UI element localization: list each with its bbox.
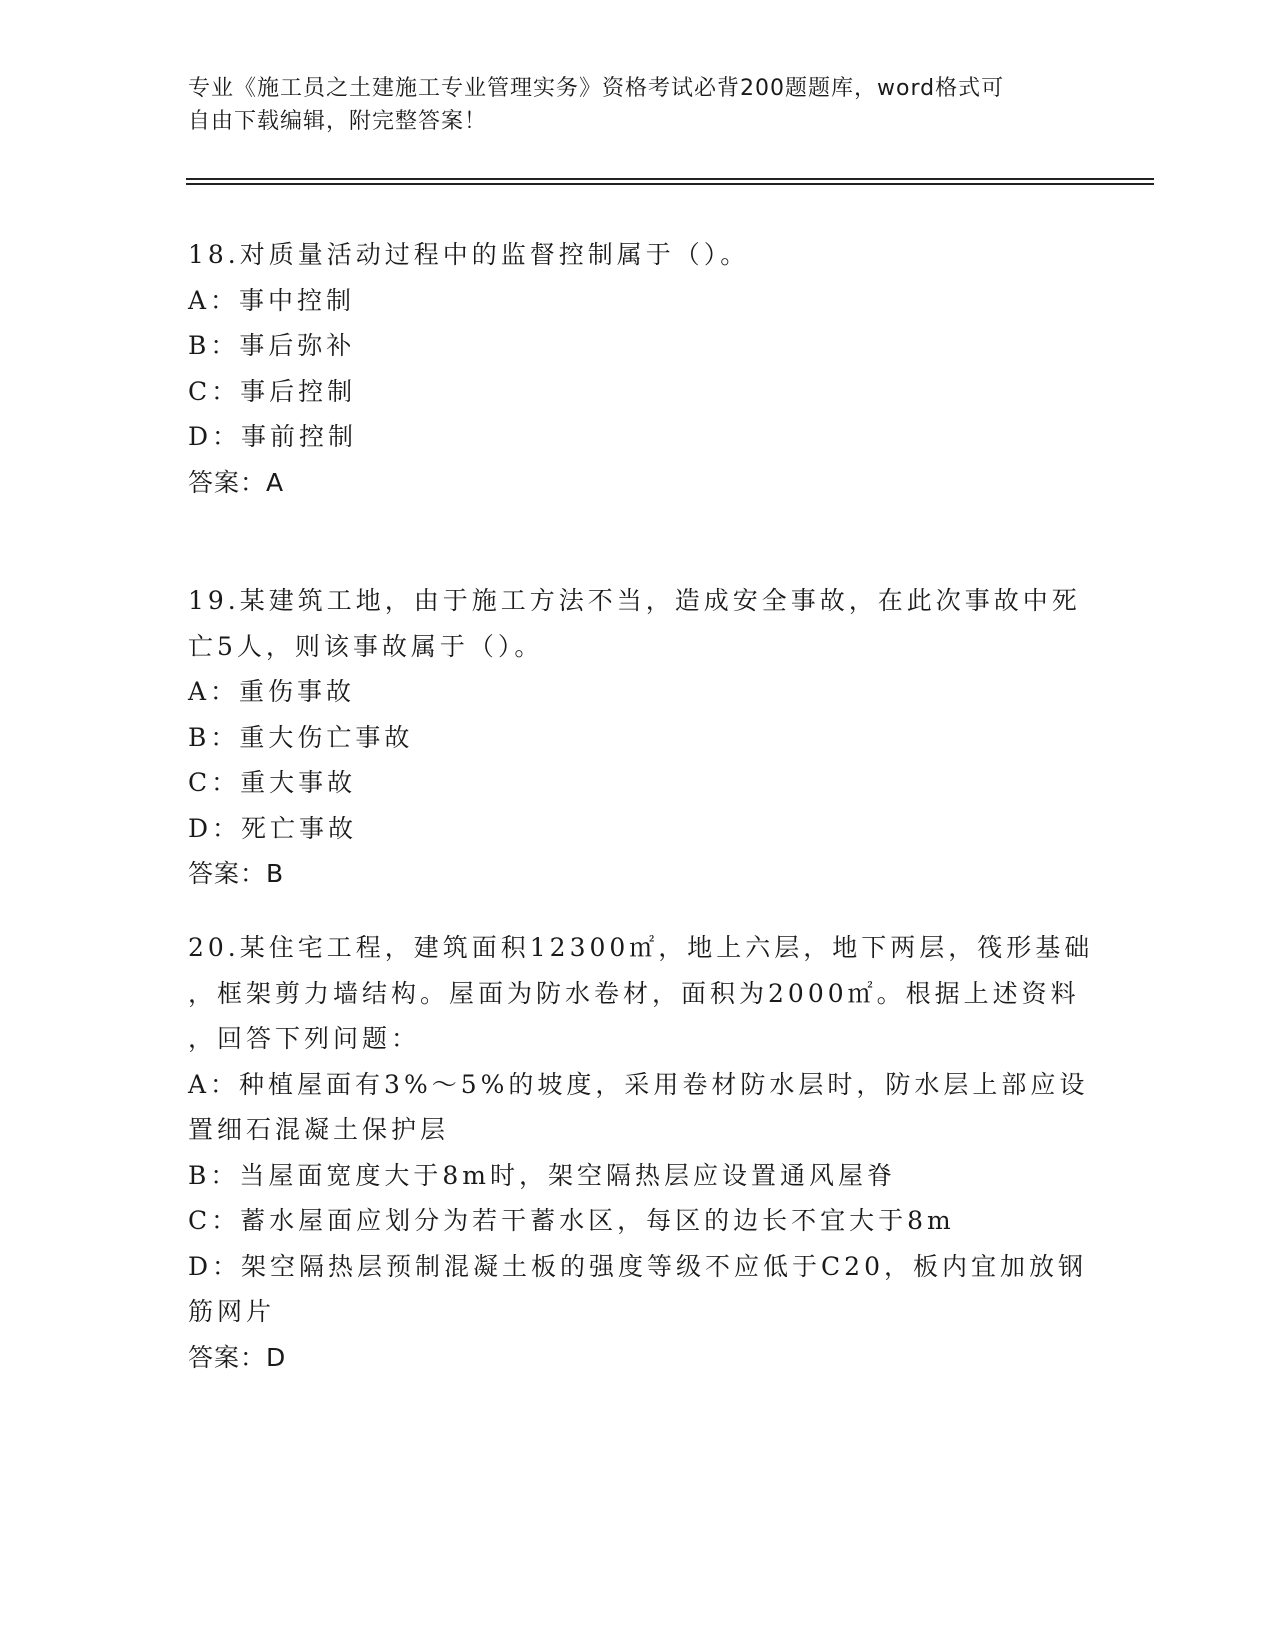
option-c: C：蓄水屋面应划分为若干蓄水区，每区的边长不宜大于8m [188,1206,955,1235]
option-a-continued: 置细石混凝土保护层 [188,1115,450,1144]
question-stem-line: ，回答下列问题： [188,1024,421,1053]
document-header [188,72,1088,138]
option-a: A：事中控制 [188,285,356,315]
option-d: D：架空隔热层预制混凝土板的强度等级不应低于C20，板内宜加放钢 [188,1251,1087,1281]
question-19 [188,578,1088,897]
header-line-2: 自由下载编辑，附完整答案！ [188,109,488,134]
option-b: B：事后弥补 [188,331,356,360]
question-stem-line: 20.某住宅工程，建筑面积12300㎡，地上六层，地下两层，筏形基础 [188,933,1094,962]
question-stem-line: ，框架剪力墙结构。屋面为防水卷材，面积为2000㎡。根据上述资料 [188,978,1080,1008]
option-a: A：重伤事故 [188,677,356,706]
answer-line: 答案：B [188,859,285,888]
option-c: C：重大事故 [188,768,357,797]
option-d: D：死亡事故 [188,813,358,843]
question-18 [188,232,1088,505]
option-a: A：种植屋面有3%～5%的坡度，采用卷材防水层时，防水层上部应设 [188,1069,1089,1099]
answer-line: 答案：D [188,1342,287,1372]
question-stem-line: 18.对质量活动过程中的监督控制属于（）。 [188,240,750,269]
option-c: C：事后控制 [188,376,357,406]
question-stem-line: 亡5人，则该事故属于（）。 [188,631,544,661]
question-stem-line: 19.某建筑工地，由于施工方法不当，造成安全事故，在此次事故中死 [188,586,1081,615]
option-b: B：当屋面宽度大于8m时，架空隔热层应设置通风屋脊 [188,1160,896,1190]
question-20 [188,925,1094,1380]
option-d-continued: 筋网片 [188,1297,276,1326]
header-divider-bottom [186,183,1154,185]
header-line-1: 专业《施工员之土建施工专业管理实务》资格考试必背200题题库，word格式可 [188,76,1005,101]
option-b: B：重大伤亡事故 [188,722,414,752]
option-d: D：事前控制 [188,422,358,451]
answer-line: 答案：A [188,467,285,497]
header-divider-top [186,178,1154,180]
